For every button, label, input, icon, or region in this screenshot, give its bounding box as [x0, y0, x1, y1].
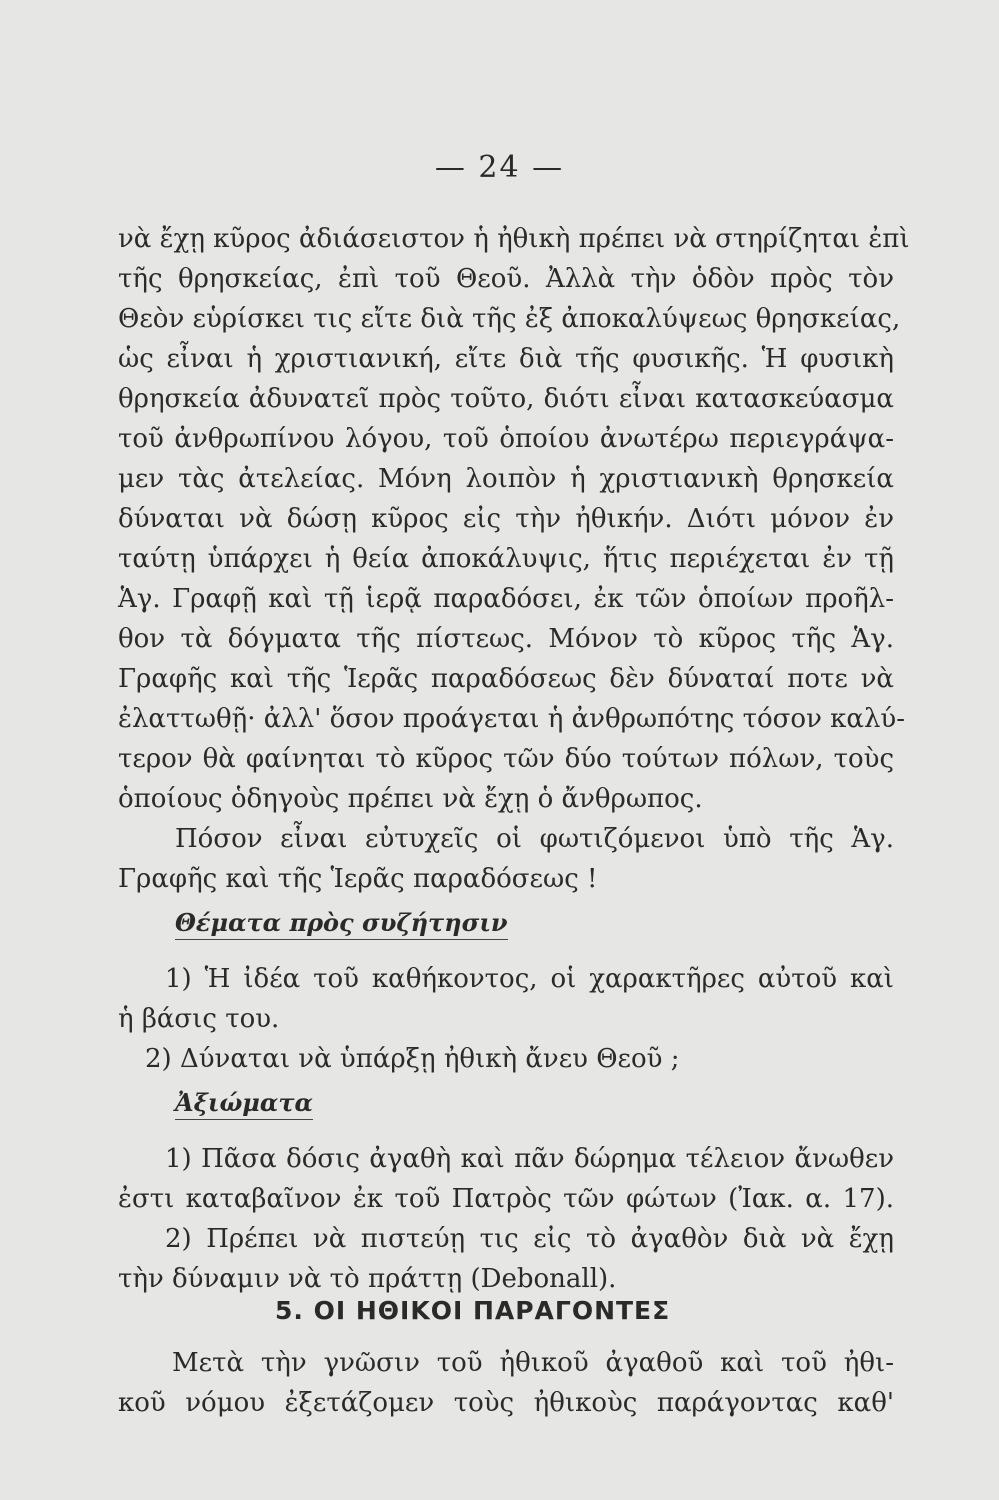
axioms-heading: Ἀξιώματα — [175, 1088, 313, 1120]
text-line: δύναται νὰ δώσῃ κῦρος εἰς τὴν ἠθικήν. Διότι μόνον ἐν — [118, 504, 894, 534]
text-line: μεν τὰς ἀτελείας. Μόνη λοιπὸν ἡ χριστιανικὴ θρησκεία — [118, 464, 894, 494]
text-line: Θεὸν εὑρίσκει τις εἴτε διὰ τῆς ἐξ ἀποκαλύψεως θρησκείας, — [118, 304, 901, 334]
text-line: τῆς θρησκείας, ἐπὶ τοῦ Θεοῦ. Ἀλλὰ τὴν ὁδὸν πρὸς τὸν — [118, 264, 894, 294]
text-line: Πόσον εἶναι εὐτυχεῖς οἱ φωτιζόμενοι ὑπὸ τῆς Ἁγ. — [175, 824, 894, 854]
text-line: τοῦ ἀνθρωπίνου λόγου, τοῦ ὁποίου ἀνωτέρω περιεγράψα- — [118, 424, 894, 454]
axiom-item: 2) Πρέπει νὰ πιστεύῃ τις εἰς τὸ ἀγαθὸν διὰ νὰ ἔχῃ — [165, 1224, 894, 1254]
axiom-item: τὴν δύναμιν νὰ τὸ πράττῃ (Debonall). — [118, 1264, 617, 1294]
text-line: θρησκεία ἀδυνατεῖ πρὸς τοῦτο, διότι εἶναι κατασκεύασμα — [118, 384, 894, 414]
page-number: — 24 — — [434, 150, 565, 185]
axiom-item: 1) Πᾶσα δόσις ἀγαθὴ καὶ πᾶν δώρημα τέλειον ἄνωθεν — [165, 1144, 894, 1174]
text-line: ὁποίους ὁδηγοὺς πρέπει νὰ ἔχῃ ὁ ἄνθρωπος. — [118, 784, 703, 814]
axiom-item: ἐστι καταβαῖνον ἐκ τοῦ Πατρὸς τῶν φώτων (Ἰακ. α. 17). — [118, 1184, 894, 1214]
text-line: Μετὰ τὴν γνῶσιν τοῦ ἠθικοῦ ἀγαθοῦ καὶ τοῦ ἠθι- — [172, 1348, 894, 1378]
topic-item: ἡ βάσις του. — [118, 1004, 280, 1034]
text-line: τερον θὰ φαίνηται τὸ κῦρος τῶν δύο τούτων πόλων, τοὺς — [118, 744, 894, 774]
text-line: θον τὰ δόγματα τῆς πίστεως. Μόνον τὸ κῦρος τῆς Ἁγ. — [118, 624, 894, 654]
topic-item: 2) Δύναται νὰ ὑπάρξῃ ἠθικὴ ἄνευ Θεοῦ ; — [145, 1044, 680, 1074]
text-line: ἐλαττωθῇ· ἀλλ' ὅσον προάγεται ἡ ἀνθρωπότης τόσον καλύ- — [118, 704, 906, 734]
topic-item: 1) Ἡ ἰδέα τοῦ καθήκοντος, οἱ χαρακτῆρες αὐτοῦ καὶ — [165, 964, 894, 994]
section-title: 5. ΟΙ ΗΘΙΚΟΙ ΠΑΡΑΓΟΝΤΕΣ — [275, 1296, 671, 1325]
text-line: ταύτῃ ὑπάρχει ἡ θεία ἀποκάλυψις, ἥτις περιέχεται ἐν τῇ — [118, 544, 894, 574]
text-line: Γραφῆς καὶ τῆς Ἱερᾶς παραδόσεως ! — [118, 864, 598, 894]
text-line: κοῦ νόμου ἐξετάζομεν τοὺς ἠθικοὺς παράγοντας καθ' — [118, 1388, 894, 1418]
text-line: ὡς εἶναι ἡ χριστιανική, εἴτε διὰ τῆς φυσικῆς. Ἡ φυσικὴ — [118, 344, 894, 374]
text-line: Γραφῆς καὶ τῆς Ἱερᾶς παραδόσεως δὲν δύναταί ποτε νὰ — [118, 664, 894, 694]
text-line: νὰ ἔχῃ κῦρος ἀδιάσειστον ἡ ἠθικὴ πρέπει νὰ στηρίζηται ἐπὶ — [118, 224, 910, 254]
topics-heading: Θέματα πρὸς συζήτησιν — [175, 908, 508, 940]
text-line: Ἁγ. Γραφῇ καὶ τῇ ἱερᾷ παραδόσει, ἐκ τῶν ὁποίων προῆλ- — [118, 584, 894, 614]
